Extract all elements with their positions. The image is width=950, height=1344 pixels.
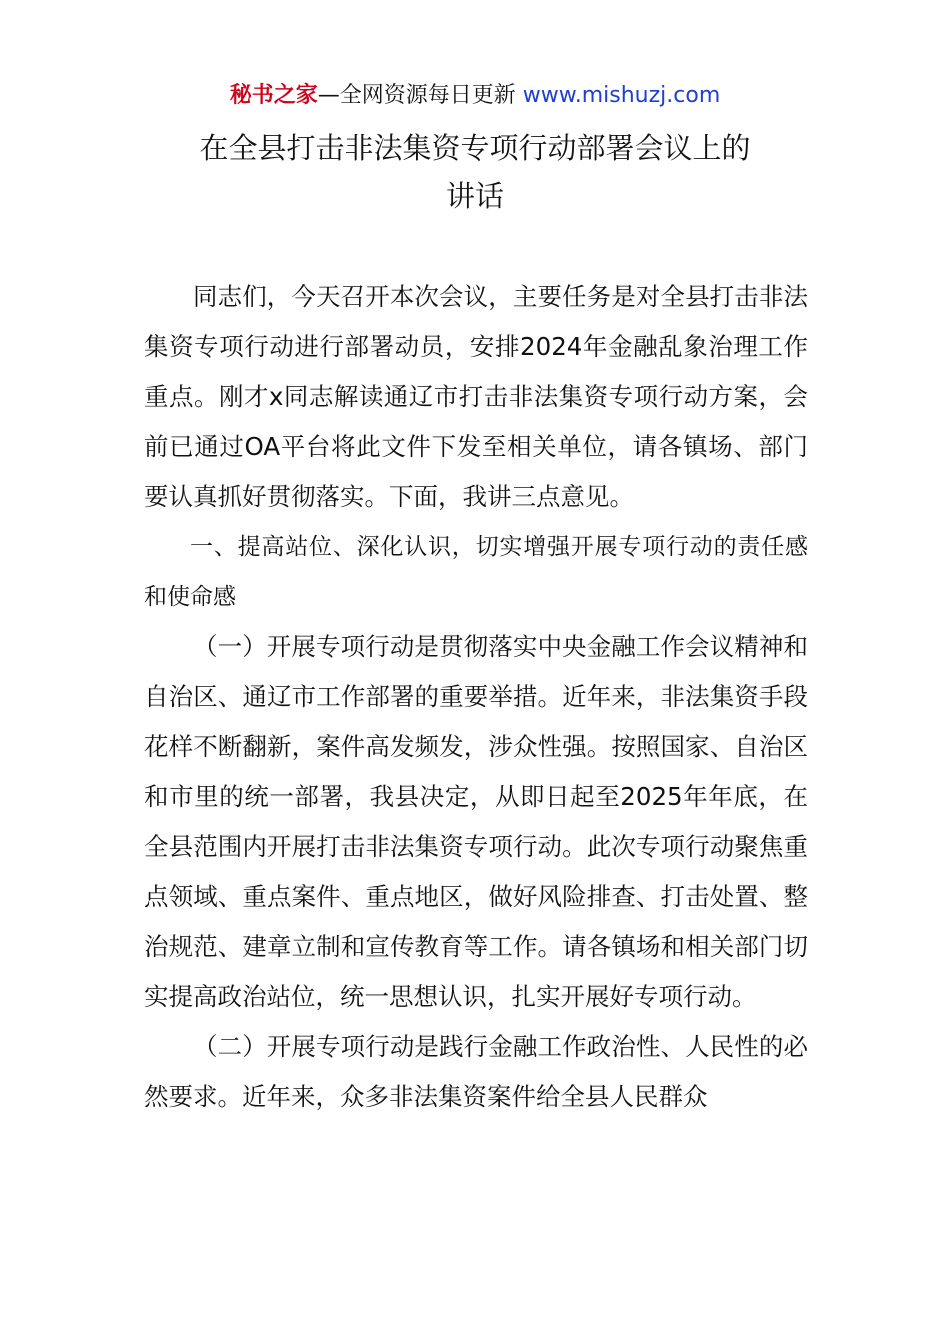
paragraph-point-1: （一）开展专项行动是贯彻落实中央金融工作会议精神和自治区、通辽市工作部署的重要举措。近年来，非法集资手段花样不断翻新，案件高发频发，涉众性强。按照国家、自治区和市里的统一部署，我县决定，从即日起至2025年年底，在全县范围内开展打击非法集资专项行动。此次专项行动聚焦重点领域、重点案件、重点地区，做好风险排查、打击处置、整治规范、建章立制和宣传教育等工作。请各镇场和相关部门切实提高政治站位，统一思想认识，扎实开展好专项行动。: [144, 632, 808, 1011]
site-tagline: —全网资源每日更新: [317, 83, 516, 108]
document-title: [100, 124, 850, 220]
paragraph-opening: 同志们，今天召开本次会议，主要任务是对全县打击非法集资专项行动进行部署动员，安排2024年金融乱象治理工作重点。刚才x同志解读通辽市打击非法集资专项行动方案，会前已通过OA平台将此文件下发至相关单位，请各镇场、部门要认真抓好贯彻落实。下面，我讲三点意见。: [144, 282, 808, 511]
site-header: [0, 80, 950, 112]
paragraph-point-2: （二）开展专项行动是践行金融工作政治性、人民性的必然要求。近年来，众多非法集资案件给全县人民群众: [144, 1032, 808, 1111]
section-heading-1: 一、提高站位、深化认识，切实增强开展专项行动的责任感和使命感: [144, 534, 808, 610]
document-title-line-2: 讲话: [445, 179, 504, 213]
site-url-link[interactable]: www.mishuzj.com: [522, 83, 721, 108]
document-title-line-1: 在全县打击非法集资专项行动部署会议上的: [199, 131, 751, 165]
site-brand: 秘书之家: [229, 83, 318, 108]
document-body: [144, 272, 808, 1122]
